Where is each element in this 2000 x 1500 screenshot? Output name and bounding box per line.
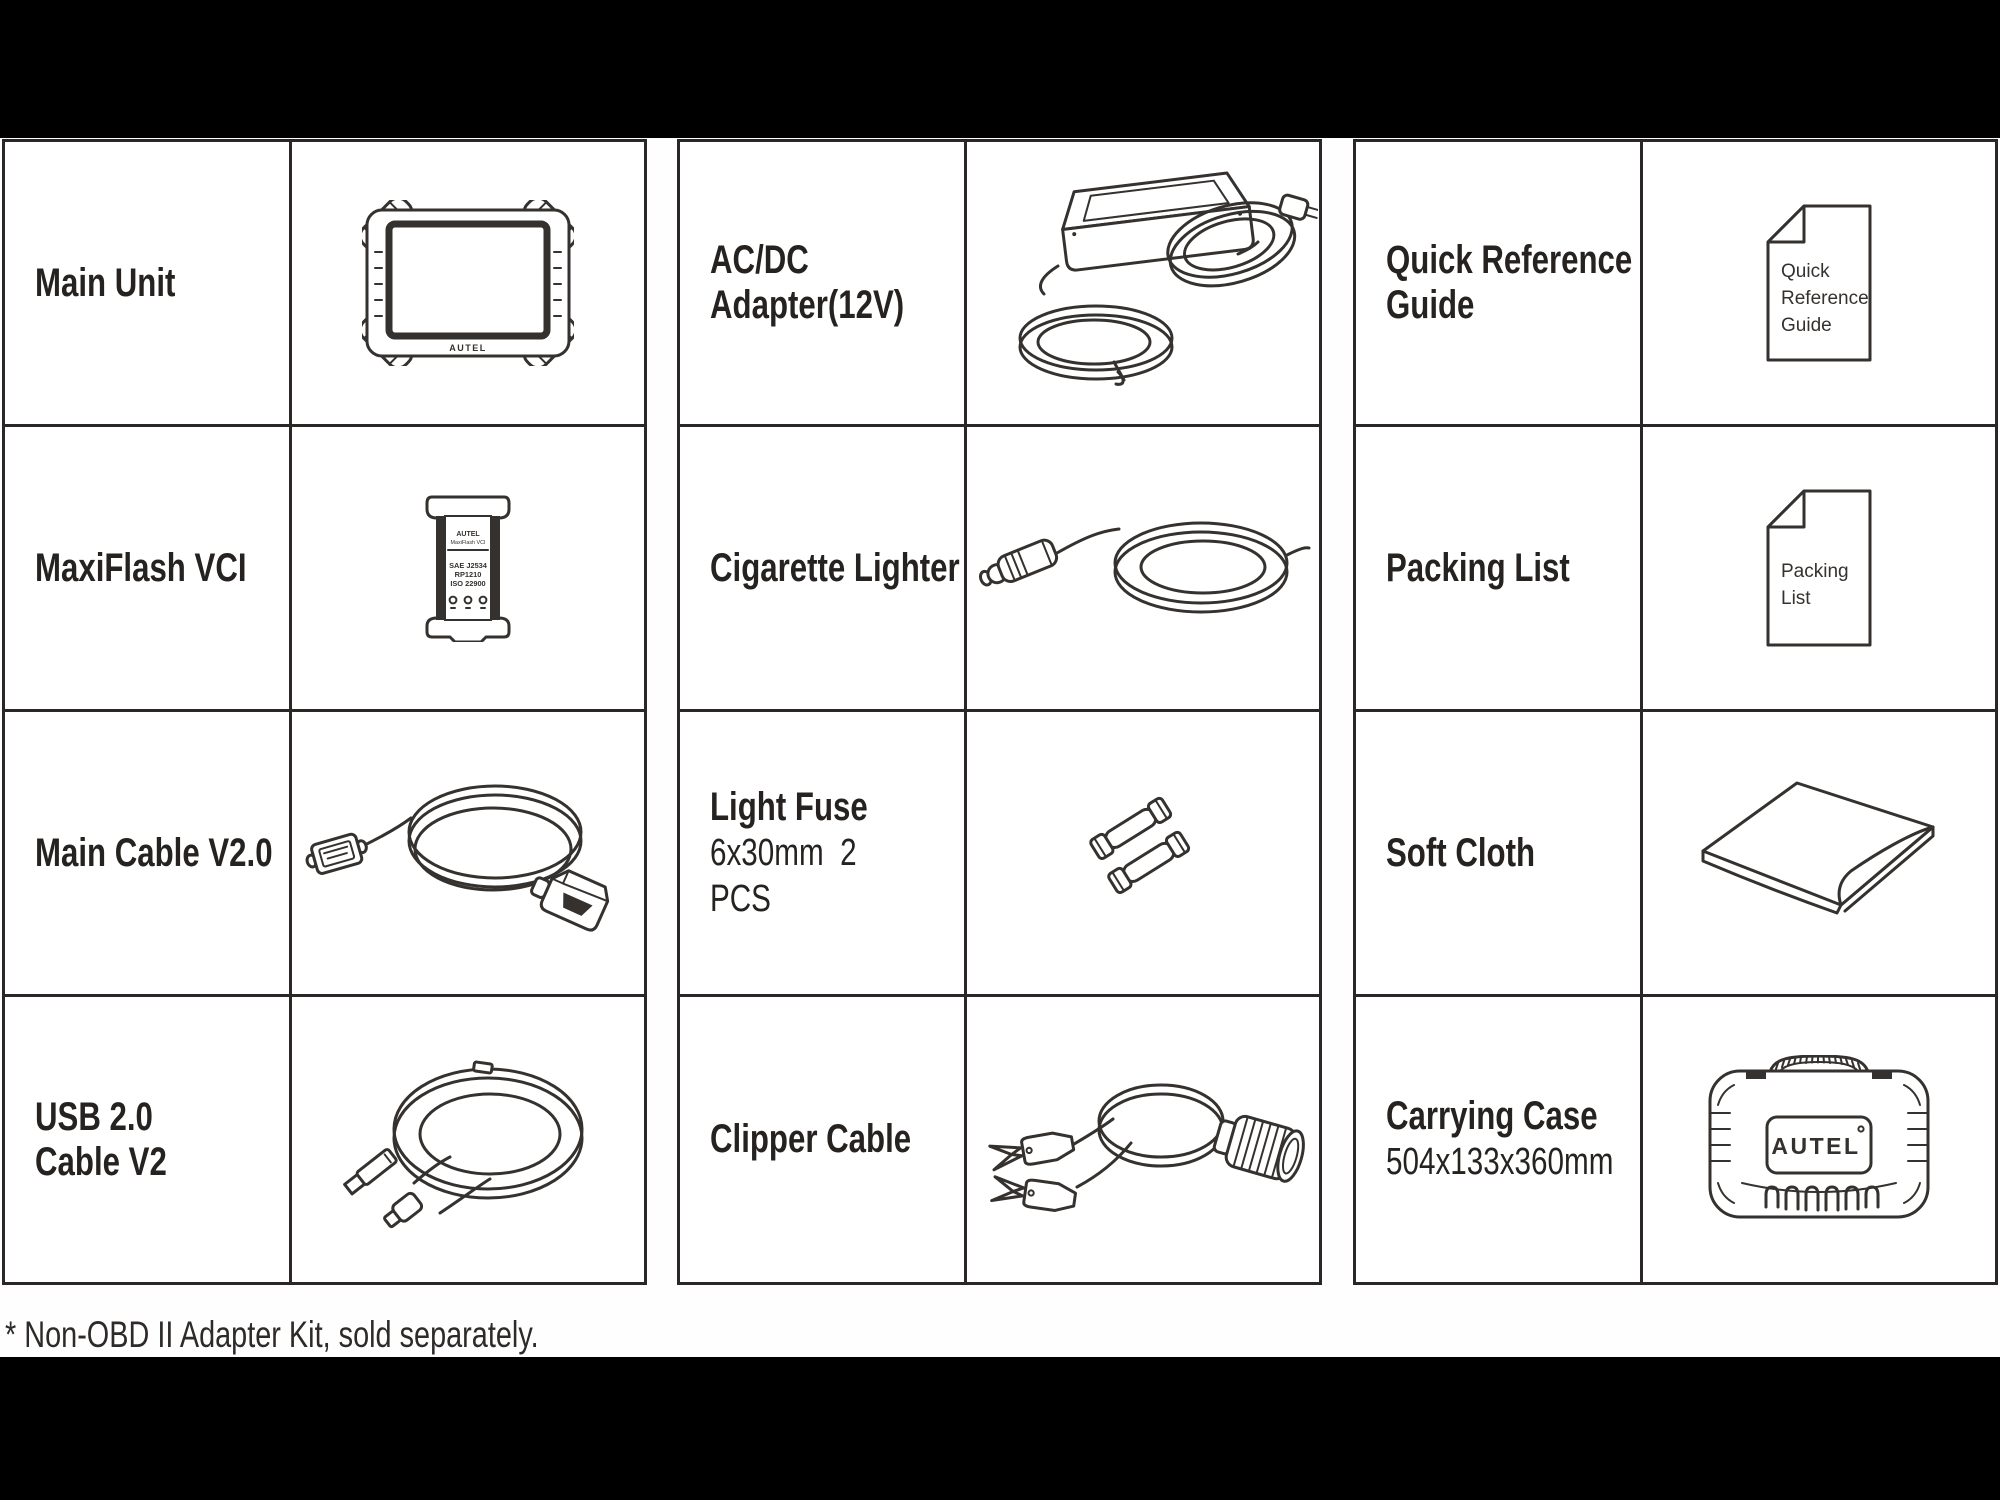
cigarette-lighter-icon	[973, 503, 1313, 633]
cell-illustration-cigarette-lighter	[967, 427, 1319, 712]
cell-label-main-cable	[5, 712, 292, 997]
item-label: Packing List	[1386, 545, 1570, 590]
item-label: Cable V2	[35, 1139, 167, 1184]
packing-table-left	[2, 139, 647, 1285]
quick-reference-guide-document-icon	[1766, 204, 1872, 362]
item-label: Adapter(12V)	[710, 283, 905, 327]
document-title-line: List	[1781, 588, 1811, 609]
cell-label-packing-list	[1356, 427, 1643, 712]
document-title-line: Reference	[1781, 288, 1869, 309]
top-black-bar	[0, 0, 2000, 138]
cell-label-carrying-case	[1356, 997, 1643, 1282]
clipper-cable-icon	[973, 1055, 1313, 1225]
item-label: Main Cable V2.0	[35, 830, 273, 875]
packing-list-document-icon	[1766, 489, 1872, 647]
footnote-text: * Non-OBD II Adapter Kit, sold separately.	[5, 1314, 539, 1355]
item-sublabel: 6x30mm 2 PCS	[710, 831, 865, 920]
cell-illustration-main-unit	[292, 142, 644, 427]
item-label: Clipper Cable	[710, 1117, 912, 1161]
item-label: Soft Cloth	[1386, 830, 1536, 875]
cell-illustration-clipper-cable	[967, 997, 1319, 1282]
case-logo-text: AUTEL	[1771, 1132, 1861, 1159]
cell-label-light-fuse	[680, 712, 967, 997]
cell-illustration-quick-reference-guide	[1643, 142, 1995, 427]
cell-illustration-light-fuse	[967, 712, 1319, 997]
vci-model-text: MaxiFlash VCI	[450, 540, 486, 546]
main-cable-icon	[303, 758, 633, 948]
cell-illustration-soft-cloth	[1643, 712, 1995, 997]
item-label: Carrying Case	[1386, 1094, 1598, 1138]
carrying-case-icon	[1704, 1055, 1934, 1225]
ac-dc-adapter-icon	[968, 166, 1318, 401]
light-fuse-icon	[1058, 788, 1228, 918]
document-title-line: Packing	[1781, 561, 1849, 582]
bottom-black-bar	[0, 1357, 2000, 1500]
cell-label-ac-dc-adapter	[680, 142, 967, 427]
cell-label-cigarette-lighter	[680, 427, 967, 712]
vci-standard-text: SAE J2534	[449, 561, 487, 570]
cell-label-quick-reference-guide	[1356, 142, 1643, 427]
item-label: Light Fuse	[710, 784, 868, 829]
vci-standard-text: RP1210	[454, 570, 482, 579]
packing-table-middle	[677, 139, 1322, 1285]
tablet-logo-text: AUTEL	[449, 343, 487, 353]
cell-label-soft-cloth	[1356, 712, 1643, 997]
usb-cable-icon	[318, 1037, 618, 1242]
document-title-line: Guide	[1781, 315, 1832, 336]
item-label: Main Unit	[35, 260, 176, 305]
vci-standard-text: ISO 22900	[450, 579, 486, 588]
main-unit-tablet-icon	[362, 200, 574, 366]
item-label: MaxiFlash VCI	[35, 545, 247, 590]
cell-illustration-packing-list	[1643, 427, 1995, 712]
item-label: AC/DC	[710, 238, 809, 282]
item-label: Quick Reference	[1386, 238, 1633, 282]
cell-label-main-unit	[5, 142, 292, 427]
item-label: USB 2.0	[35, 1094, 153, 1139]
cell-illustration-ac-dc-adapter	[967, 142, 1319, 427]
cell-label-usb-cable	[5, 997, 292, 1282]
vci-brand-text: AUTEL	[456, 531, 480, 538]
document-title-line: Quick	[1781, 261, 1830, 282]
cell-illustration-main-cable	[292, 712, 644, 997]
item-sublabel: 504x133x360mm	[1386, 1141, 1614, 1183]
item-label: Guide	[1386, 283, 1475, 327]
cell-label-clipper-cable	[680, 997, 967, 1282]
soft-cloth-icon	[1689, 771, 1949, 936]
cell-illustration-carrying-case	[1643, 997, 1995, 1282]
item-label: Cigarette Lighter	[710, 545, 960, 590]
cell-label-maxiflash-vci	[5, 427, 292, 712]
cell-illustration-maxiflash-vci	[292, 427, 644, 712]
cell-illustration-usb-cable	[292, 997, 644, 1282]
packing-table-right	[1353, 139, 1998, 1285]
maxiflash-vci-icon	[424, 494, 512, 642]
